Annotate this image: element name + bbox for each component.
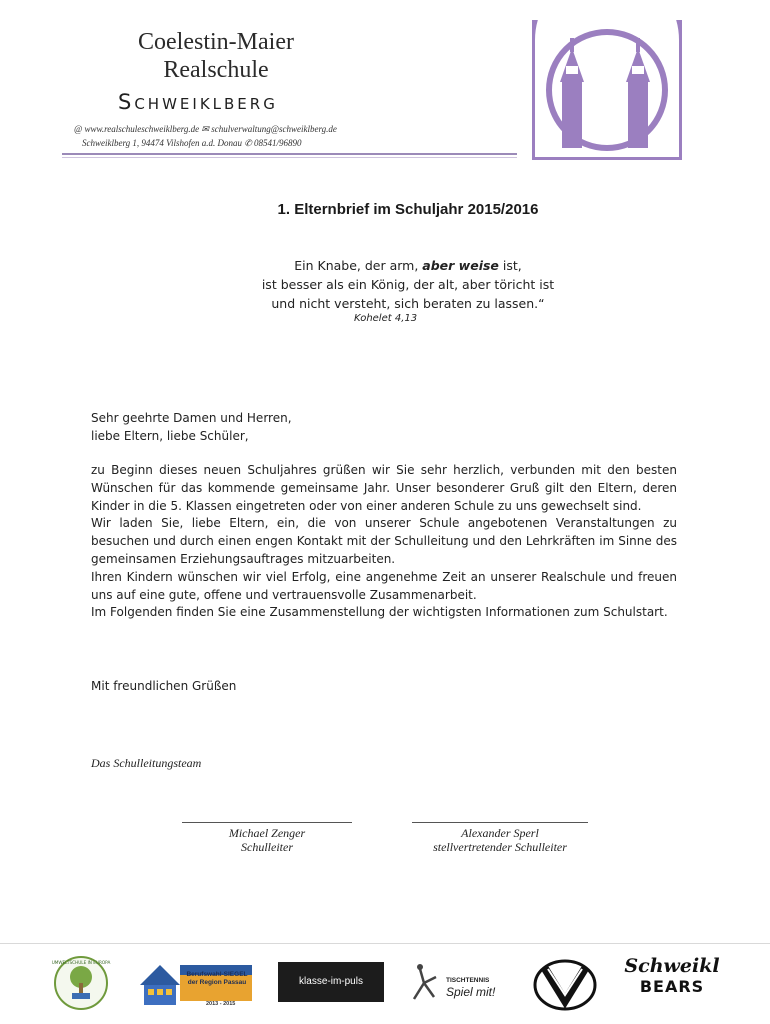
signature-team: Das Schulleitungsteam (91, 756, 202, 770)
school-name-line2: Realschule (163, 57, 269, 83)
quote-line2: ist besser als ein König, der alt, aber töricht ist (261, 277, 555, 292)
paragraph-4: Im Folgenden finden Sie eine Zusammenstellung der wichtigsten Informationen zum Schulstart. (91, 605, 668, 620)
quote-emphasis: aber weise (422, 258, 499, 273)
siegel-text (182, 971, 252, 987)
closing: Mit freundlichen Grüßen (91, 679, 237, 693)
quote-line1 (46, 256, 770, 275)
quote-line1-c: ist, (498, 258, 522, 273)
school-logo-icon (532, 20, 682, 160)
signature-role: Schulleiter (241, 840, 293, 854)
berufswahl-siegel-logo (136, 955, 256, 1011)
letter-body (91, 462, 677, 622)
signature-1 (182, 826, 352, 854)
contact-address-phone: Schweiklberg 1, 94474 Vilshofen a.d. Donau ✆ 08541/96890 (82, 138, 302, 148)
greeting-line1: Sehr geehrte Damen und Herren, (91, 411, 292, 425)
schweikl-bears-logo (620, 955, 724, 1011)
paragraph-1: zu Beginn dieses neuen Schuljahres grüßen wir Sie sehr herzlich, verbunden mit den besten Wünschen für das kommende gemeinsame Jahr. Unser besonderer Gruß gilt den Eltern, deren Kinder in die 5. Klassen eingetreten oder von einer anderen Schule zu uns gewechselt sind. (91, 463, 677, 513)
paragraph-3: Ihren Kindern wünschen wir viel Erfolg, eine angenehme Zeit an unserer Realschule und freuen uns auf eine gute, offene und vertrauensvolle Zusammenarbeit. (91, 569, 677, 602)
bears-line1: Schweikl (624, 955, 720, 977)
siegel-line1: Berufswahl-SIEGEL (186, 971, 248, 978)
volleyball-emblem-icon (530, 955, 600, 1011)
signature-2 (398, 826, 602, 854)
signature-line-2 (412, 822, 588, 823)
school-name (96, 28, 336, 84)
school-name-line1: Coelestin-Maier (138, 29, 294, 55)
signature-name: Alexander Sperl (461, 826, 539, 840)
quote-source: Kohelet 4,13 (354, 313, 418, 324)
tischtennis-line2: Spiel mit! (446, 985, 496, 999)
header-divider (62, 153, 517, 155)
siegel-years: 2013 - 2015 (206, 1001, 236, 1007)
klasse-im-puls-logo: klasse-im-puls (278, 962, 384, 1002)
umweltschule-logo-icon (50, 955, 112, 1011)
quote-line3: und nicht versteht, sich beraten zu lassen.“ (271, 296, 545, 311)
bible-quote (0, 256, 770, 313)
quote-line1-a: Ein Knabe, der arm, (294, 258, 423, 273)
contact-web-email: @ www.realschuleschweiklberg.de ✉ schulverwaltung@schweiklberg.de (74, 124, 337, 134)
tischtennis-line1: TISCHTENNIS (446, 977, 490, 984)
footer-divider (0, 943, 770, 944)
signature-role: stellvertretender Schulleiter (433, 840, 567, 854)
table-tennis-player-icon (410, 963, 440, 1003)
signature-line-1 (182, 822, 352, 823)
school-place: Schweiklberg (118, 90, 278, 114)
umweltschule-label: UMWELTSCHULE IN EUROPA (51, 960, 111, 965)
greeting (91, 410, 677, 446)
header-divider-thin (62, 157, 517, 158)
signature-name: Michael Zenger (228, 826, 306, 840)
greeting-line2: liebe Eltern, liebe Schüler, (91, 428, 249, 443)
letter-title: 1. Elternbrief im Schuljahr 2015/2016 (277, 201, 539, 218)
tischtennis-logo (410, 955, 520, 1011)
bears-line2: BEARS (639, 977, 705, 996)
siegel-line2: der Region Passau (187, 979, 247, 986)
paragraph-2: Wir laden Sie, liebe Eltern, ein, die von unserer Schule angebotenen Veranstaltungen zu besuchen und durch einen engen Kontakt mit der Schulleitung und den Lehrkräften im Sinne des gemeinsamen Erziehungsauftrages mitzuarbeiten. (91, 516, 677, 566)
